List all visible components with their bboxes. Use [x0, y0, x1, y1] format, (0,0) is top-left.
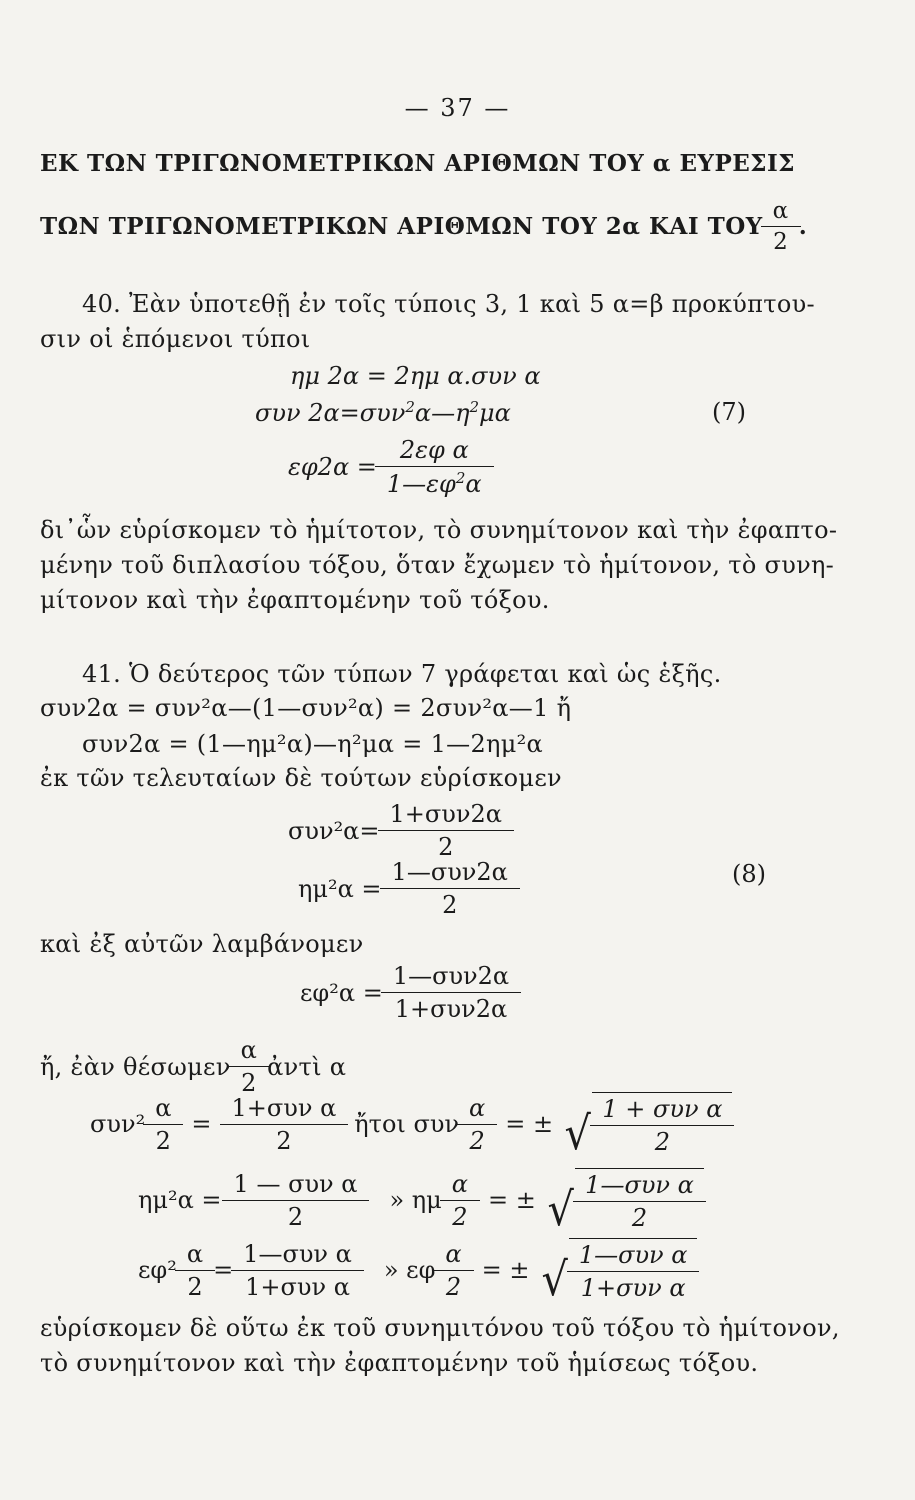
row-sin-rfrac: [579, 1171, 700, 1232]
row-cos-left: συν²: [90, 1110, 146, 1138]
para41-line4: ἐκ τῶν τελευταίων δὲ τούτων εὑρίσκομεν: [40, 764, 562, 792]
equation-label-7: (7): [712, 398, 746, 426]
row-tan-lfrac-den: 2: [175, 1270, 215, 1301]
heading-line-2-text: ΤΩΝ ΤΡΙΓΩΝΟΜΕΤΡΙΚΩΝ ΑΡΙΘΜΩΝ ΤΟΥ 2α ΚΑΙ ΤΟΥ: [40, 213, 763, 240]
row-tan-sqrt: [540, 1238, 698, 1306]
row-cos-lfrac-den: 2: [143, 1124, 183, 1155]
page-number: — 37 —: [404, 94, 511, 122]
row-tan-sfrac-den: 2: [433, 1270, 473, 1301]
para40-line2: σιν οἱ ἑπόμενοι τύποι: [40, 325, 311, 353]
row-cos-rfrac-num: 1 + συν α: [602, 1095, 723, 1123]
formula-tan2-fraction: [387, 962, 515, 1023]
para-after8: καὶ ἐξ αὐτῶν λαμβάνομεν: [40, 930, 364, 958]
half-angle-row-cos: [90, 1092, 732, 1160]
half-angle-intro-num: α: [240, 1036, 258, 1064]
row-tan-eq: =: [213, 1256, 234, 1284]
row-sin-frac-num: 1 — συν α: [233, 1169, 358, 1198]
row-tan-rfrac-num: 1—συν α: [578, 1241, 688, 1269]
row-cos-eq: =: [191, 1110, 212, 1138]
row-sin-radicand: [575, 1168, 704, 1232]
heading-line-1: ΕΚ ΤΩΝ ΤΡΙΓΩΝΟΜΕΤΡΙΚΩΝ ΑΡΙΘΜΩΝ ΤΟΥ α ΕΥΡΕΣΙΣ: [40, 150, 796, 177]
formula8-sin2-fraction: [386, 858, 514, 919]
para40-line1: 40. Ἐὰν ὑποτεθῇ ἐν τοῖς τύποις 3, 1 καὶ 5 α=β προκύπτου-: [82, 290, 815, 318]
formula8-cos2: [288, 800, 512, 861]
row-sin-rfrac-num: 1—συν α: [585, 1171, 694, 1199]
half-angle-intro-post: ἀντὶ α: [267, 1052, 347, 1081]
formula8-sin2: [298, 858, 518, 919]
para-after7-line2: μένην τοῦ διπλασίου τόξου, ὅταν ἔχωμεν τὸ ἡμίτονον, τὸ συνη-: [40, 551, 835, 579]
formula7-cos2a-left: συν 2α=συν: [255, 399, 406, 427]
row-cos-lfrac-num: α: [155, 1093, 172, 1122]
formula8-sin2-den: 2: [380, 888, 520, 919]
formula-tan2: [300, 962, 519, 1023]
closing-line2: τὸ συνημίτονον καὶ τὴν ἐφαπτομένην τοῦ ἡμίσεως τόξου.: [40, 1349, 759, 1377]
row-sin-mid: » ημ: [389, 1186, 442, 1214]
heading-fraction-den: 2: [761, 226, 801, 255]
formula7-cos2a: [255, 398, 511, 427]
para-after7-line1: δι᾿ὧν εὑρίσκομεν τὸ ἡμίτοτον, τὸ συνημίτονον καὶ τὴν ἐφαπτο-: [40, 516, 838, 544]
row-cos-lfrac: [149, 1094, 177, 1155]
equation-label-8: (8): [732, 860, 766, 888]
row-cos-rfrac-den: 2: [590, 1125, 734, 1156]
row-cos-frac-num: 1+συν α: [231, 1093, 337, 1122]
row-tan-sfrac: [439, 1240, 467, 1301]
formula7-cos2a-sup1: 2: [405, 398, 415, 416]
formula7-tan2a-den-post: α: [465, 470, 482, 498]
row-tan-lfrac: [181, 1240, 209, 1301]
row-sin-frac: [228, 1170, 364, 1231]
closing-line1: εὑρίσκομεν δὲ οὕτω ἐκ τοῦ συνημιτόνου τοῦ τόξου τὸ ἡμίτονον,: [40, 1314, 840, 1342]
row-sin-sfrac-num: α: [451, 1169, 468, 1198]
row-cos-mid: ἤτοι συν: [354, 1110, 460, 1138]
row-sin-left: ημ²α =: [138, 1186, 222, 1214]
row-tan-rfrac: [573, 1241, 694, 1302]
formula7-sin2a: ημ 2α = 2ημ α.συν α: [290, 362, 541, 390]
half-angle-row-sin: [138, 1168, 704, 1236]
para41-line2: συν2α = συν²α—(1—συν²α) = 2συν²α—1 ἤ: [40, 694, 572, 722]
heading-line-2-suffix: .: [798, 213, 808, 240]
para-after7-line3: μίτονον καὶ τὴν ἐφαπτομένην τοῦ τόξου.: [40, 586, 550, 614]
row-cos-rfrac: [596, 1095, 728, 1156]
formula7-tan2a-left: εφ2α =: [288, 453, 377, 481]
formula7-tan2a-num: 2εφ α: [399, 436, 469, 464]
row-tan-sfrac-num: α: [445, 1239, 462, 1268]
heading-fraction-num: α: [772, 198, 789, 224]
formula-tan2-num: 1—συν2α: [392, 962, 510, 990]
row-sin-frac-den: 2: [222, 1200, 370, 1231]
row-tan-frac-den: 1+συν α: [231, 1270, 364, 1301]
formula8-cos2-num: 1+συν2α: [389, 800, 502, 828]
row-cos-sfrac-den: 2: [457, 1124, 497, 1155]
row-sin-sqrt: [546, 1168, 704, 1236]
formula7-tan2a-den: [375, 466, 494, 498]
half-angle-intro-fraction: [235, 1036, 264, 1097]
sqrt-sign-icon: √: [564, 1106, 591, 1160]
row-tan-frac-num: 1—συν α: [243, 1239, 352, 1268]
half-angle-intro-den: 2: [229, 1066, 270, 1097]
formula-tan2-den: 1+συν2α: [381, 992, 521, 1023]
formula7-cos2a-sup2: 2: [469, 398, 480, 416]
sqrt-sign-icon: √: [547, 1182, 574, 1236]
formula7-tan2a-fraction: [381, 436, 488, 498]
row-tan-mid: » εφ: [383, 1256, 436, 1284]
row-cos-radicand: [592, 1092, 732, 1156]
sqrt-sign-icon: √: [540, 1252, 568, 1306]
row-cos-sqrt: [563, 1092, 732, 1160]
row-cos-sfrac: [463, 1094, 491, 1155]
formula8-sin2-num: 1—συν2α: [391, 858, 508, 886]
para41-line3: συν2α = (1—ημ²α)—η²μα = 1—2ημ²α: [82, 730, 544, 758]
half-angle-row-tan: [138, 1238, 697, 1306]
formula8-cos2-den: 2: [378, 830, 514, 861]
row-cos-frac-den: 2: [220, 1124, 349, 1155]
row-tan-pm: = ±: [481, 1256, 530, 1284]
row-sin-rfrac-den: 2: [573, 1201, 706, 1232]
row-sin-sfrac: [446, 1170, 474, 1231]
formula8-cos2-left: συν²α=: [288, 816, 380, 845]
formula-tan2-left: εφ²α =: [300, 978, 383, 1007]
formula7-cos2a-mid: α—η: [414, 399, 470, 427]
row-tan-lfrac-num: α: [186, 1239, 204, 1268]
heading-fraction: [767, 198, 795, 255]
row-tan-radicand: [569, 1238, 698, 1302]
row-sin-pm: = ±: [488, 1186, 536, 1214]
formula8-cos2-fraction: [384, 800, 508, 861]
formula7-cos2a-right: μα: [479, 399, 511, 427]
formula7-tan2a-den-pre: 1—εφ: [386, 470, 456, 498]
row-cos-pm: = ±: [505, 1110, 554, 1138]
row-cos-sfrac-num: α: [469, 1093, 486, 1122]
half-angle-intro-pre: ἤ, ἐὰν θέσωμεν: [40, 1052, 231, 1081]
row-cos-frac: [226, 1094, 343, 1155]
half-angle-intro: [40, 1036, 346, 1097]
row-tan-left: εφ²: [138, 1256, 177, 1284]
heading-line-2: [40, 198, 807, 255]
formula7-tan2a-den-sup: 2: [455, 469, 466, 487]
row-tan-frac: [237, 1240, 358, 1301]
formula8-sin2-left: ημ²α =: [298, 874, 382, 903]
row-tan-rfrac-den: 1+συν α: [567, 1271, 700, 1302]
row-sin-sfrac-den: 2: [440, 1200, 480, 1231]
formula7-tan2a: [288, 436, 492, 498]
para41-line1: 41. Ὁ δεύτερος τῶν τύπων 7 γράφεται καὶ ὡς ἑξῆς.: [82, 660, 722, 688]
